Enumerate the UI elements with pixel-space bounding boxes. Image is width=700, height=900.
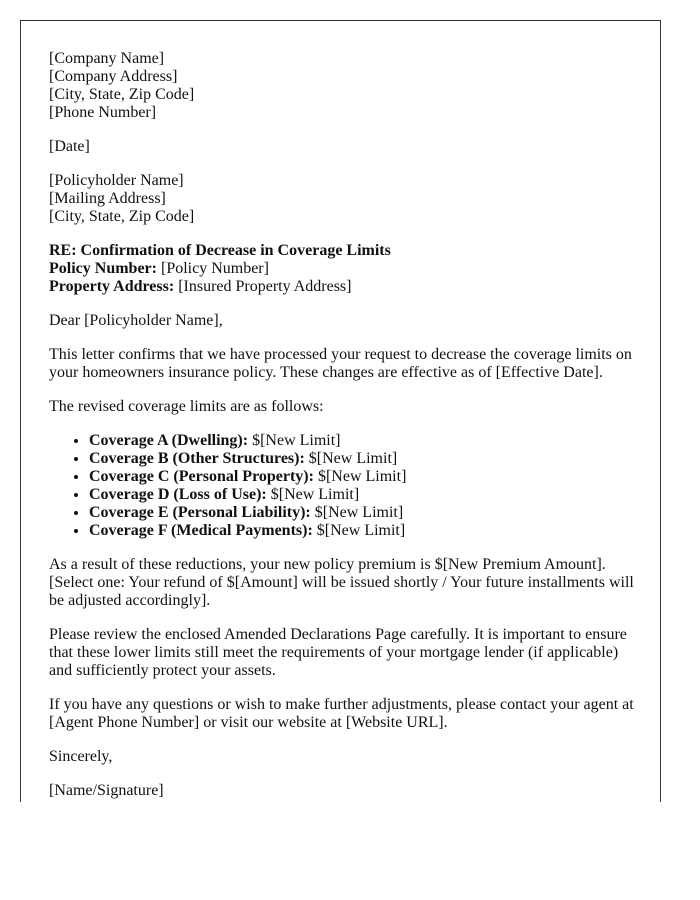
recipient-city-state-zip: [City, State, Zip Code]	[49, 208, 195, 225]
coverage-item	[89, 432, 642, 450]
coverage-label: Coverage D (Loss of Use):	[89, 486, 267, 503]
contact-paragraph: If you have any questions or wish to make further adjustments, please contact your agent at [Agent Phone Number] or visit our website at [Website URL].	[49, 696, 634, 731]
recipient-block	[49, 172, 642, 226]
company-name: [Company Name]	[49, 50, 165, 67]
letter-page	[20, 20, 661, 802]
property-address-value: [Insured Property Address]	[174, 278, 352, 295]
salutation: Dear [Policyholder Name],	[49, 312, 223, 329]
coverage-label: Coverage F (Medical Payments):	[89, 522, 313, 539]
closing: Sincerely,	[49, 748, 113, 765]
sender-block	[49, 50, 642, 122]
property-address-label: Property Address:	[49, 278, 175, 295]
company-phone: [Phone Number]	[49, 104, 157, 121]
coverage-item	[89, 486, 642, 504]
policy-number-label: Policy Number:	[49, 260, 157, 277]
coverage-list	[49, 432, 642, 540]
coverage-item	[89, 468, 642, 486]
signature: [Name/Signature]	[49, 782, 164, 799]
coverage-value: $[New Limit]	[266, 486, 360, 503]
reference-block	[49, 242, 642, 296]
letter-date: [Date]	[49, 138, 90, 155]
coverage-label: Coverage A (Dwelling):	[89, 432, 249, 449]
recipient-mailing-address: [Mailing Address]	[49, 190, 166, 207]
coverage-value: $[New Limit]	[304, 450, 398, 467]
company-city-state-zip: [City, State, Zip Code]	[49, 86, 195, 103]
coverage-item	[89, 504, 642, 522]
coverage-value: $[New Limit]	[310, 504, 404, 521]
coverage-label: Coverage B (Other Structures):	[89, 450, 305, 467]
subject-line: RE: Confirmation of Decrease in Coverage Limits	[49, 242, 391, 259]
coverage-item	[89, 450, 642, 468]
review-paragraph: Please review the enclosed Amended Declarations Page carefully. It is important to ensure that these lower limits still meet the requirements of your mortgage lender (if applicable) and sufficiently protect your assets.	[49, 626, 627, 679]
list-intro: The revised coverage limits are as follows:	[49, 398, 324, 415]
intro-paragraph: This letter confirms that we have processed your request to decrease the coverage limits on your homeowners insurance policy. These changes are effective as of [Effective Date].	[49, 346, 632, 381]
coverage-value: $[New Limit]	[313, 468, 407, 485]
coverage-value: $[New Limit]	[312, 522, 406, 539]
recipient-name: [Policyholder Name]	[49, 172, 184, 189]
company-address: [Company Address]	[49, 68, 178, 85]
coverage-label: Coverage C (Personal Property):	[89, 468, 314, 485]
coverage-item	[89, 522, 642, 540]
coverage-value: $[New Limit]	[248, 432, 341, 449]
coverage-label: Coverage E (Personal Liability):	[89, 504, 311, 521]
policy-number-value: [Policy Number]	[156, 260, 269, 277]
premium-paragraph: As a result of these reductions, your new policy premium is $[New Premium Amount]. [Select one: Your refund of $[Amount] will be issued shortly / Your future installments will be adjusted accordingly].	[49, 556, 634, 609]
